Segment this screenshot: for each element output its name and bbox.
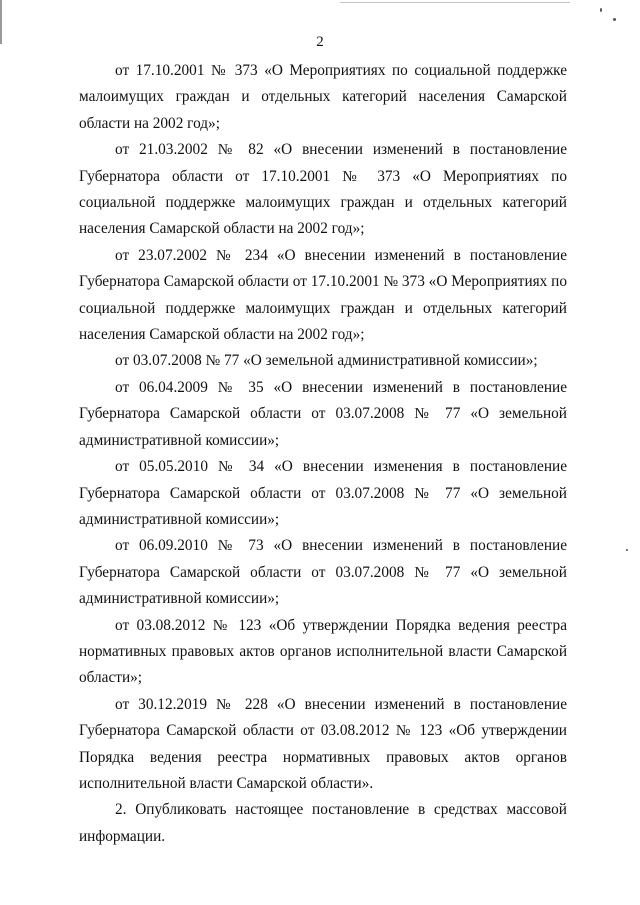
paragraph-line: Губернатора Самарской области от 03.07.2008 № 77 «О земельной xyxy=(79,563,567,581)
paragraph-line: нормативных правовых актов органов исполнительной власти Самарской xyxy=(79,642,567,660)
paragraph-line: социальной поддержке малоимущих граждан и отдельных категорий xyxy=(79,194,567,212)
paragraph-line: от 30.12.2019 № 228 «О внесении изменений в постановление xyxy=(115,695,567,713)
paragraph-line: социальной поддержке малоимущих граждан и отдельных категорий xyxy=(79,299,567,317)
page-number: 2 xyxy=(316,34,324,50)
paragraph-line: от 23.07.2002 № 234 «О внесении изменений в постановление xyxy=(115,246,567,264)
list-item-paragraph xyxy=(79,797,567,850)
list-item-paragraph xyxy=(79,533,567,612)
scan-artifact-line xyxy=(340,2,570,3)
paragraph-line: информации. xyxy=(79,827,166,845)
scan-speck xyxy=(613,18,616,21)
paragraph-line: Губернатора области от 17.10.2001 № 373 «О Мероприятиях по xyxy=(79,167,567,185)
paragraph-line: 2. Опубликовать настоящее постановление в средствах массовой xyxy=(115,801,567,819)
paragraph-line: административной комиссии»; xyxy=(79,431,280,449)
paragraph-line: Губернатора Самарской области от 03.07.2008 № 77 «О земельной xyxy=(79,405,567,423)
scan-speck xyxy=(626,549,628,551)
document-body xyxy=(79,58,567,850)
paragraph-line: административной комиссии»; xyxy=(79,590,280,608)
paragraph-line: Губернатора Самарской области от 03.07.2008 № 77 «О земельной xyxy=(79,484,567,502)
list-item-paragraph xyxy=(79,243,567,349)
paragraph-line: от 06.09.2010 № 73 «О внесении изменений в постановление xyxy=(115,537,567,555)
paragraph-line: Порядка ведения реестра нормативных правовых актов органов xyxy=(79,748,567,766)
paragraph-line: малоимущих граждан и отдельных категорий населения Самарской xyxy=(79,88,567,106)
paragraph-line: от 06.04.2009 № 35 «О внесении изменений в постановление xyxy=(115,378,567,396)
paragraph-line: области»; xyxy=(79,669,143,687)
paragraph-line: от 05.05.2010 № 34 «О внесении изменения в постановление xyxy=(115,458,567,476)
list-item-paragraph xyxy=(79,137,567,243)
paragraph-line: от 17.10.2001 № 373 «О Мероприятиях по социальной поддержке xyxy=(115,62,567,79)
list-item-paragraph xyxy=(79,692,567,798)
paragraph-line: области на 2002 год»; xyxy=(79,114,220,132)
paragraph-line: от 03.07.2008 № 77 «О земельной административной комиссии»; xyxy=(115,352,538,370)
paragraph-line: от 21.03.2002 № 82 «О внесении изменений в постановление xyxy=(115,141,567,159)
paragraph-line: населения Самарской области на 2002 год»; xyxy=(79,220,365,238)
paragraph-line: от 03.08.2012 № 123 «Об утверждении Порядка ведения реестра xyxy=(115,616,567,634)
list-item-paragraph xyxy=(79,58,567,137)
list-item-paragraph xyxy=(79,375,567,454)
paragraph-line: населения Самарской области на 2002 год»; xyxy=(79,326,365,344)
list-item-paragraph xyxy=(79,348,567,374)
paragraph-line: Губернатора Самарской области от 17.10.2001 № 373 «О Мероприятиях по xyxy=(79,273,567,291)
paragraph-line: административной комиссии»; xyxy=(79,510,280,528)
list-item-paragraph xyxy=(79,613,567,692)
paragraph-line: Губернатора Самарской области от 03.08.2012 № 123 «Об утверждении xyxy=(79,722,567,740)
paragraph-line: исполнительной власти Самарской области». xyxy=(79,774,374,792)
scan-speck xyxy=(600,8,602,12)
list-item-paragraph xyxy=(79,454,567,533)
